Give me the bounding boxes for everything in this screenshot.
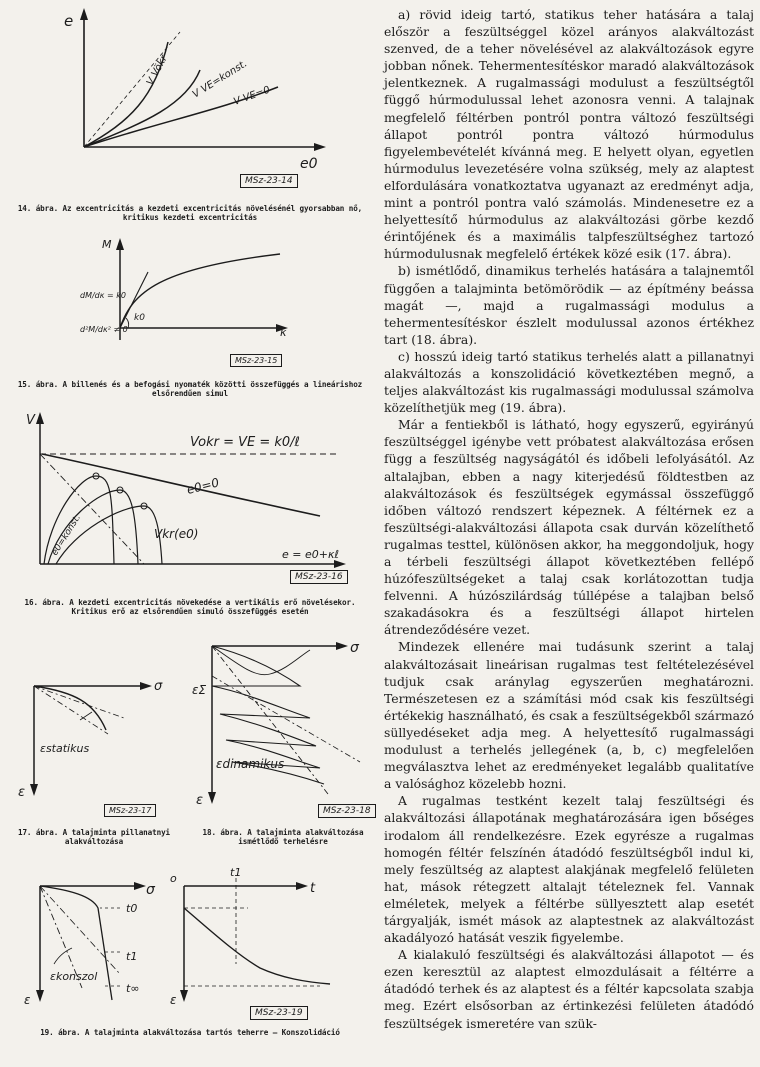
paragraph-7: A kialakuló feszültségi és alakváltozási állapotot — és ezen keresztül az alaptest elmozdulásait a féltérre a átadódó terhek és az alaptest és a féltér kapcsolata szabja meg. Ezért elsősorban az értinkezési felületen átadódó feszültségek ismeretére van szük- — [384, 947, 754, 1031]
fig18-edinamikus-label: εdinamikus — [216, 757, 285, 771]
fig15-deriv2-label: d²M/dκ² ≠ 0 — [80, 325, 128, 334]
fig14-curve1-label: V Vökr — [144, 53, 170, 88]
fig19-ekonszol-label: εkonszol — [50, 970, 98, 983]
fig18-eps-label: ε — [196, 793, 204, 808]
figure-18-caption: 18. ábra. A talajminta alakváltozása ismétlődő terhelésre — [202, 828, 364, 846]
fig18-sigma-label: σ — [350, 640, 359, 656]
figure-17-plot — [14, 672, 174, 800]
fig19-origin-label: o — [170, 872, 177, 885]
fig19-sigma-label: σ — [146, 882, 155, 898]
figure-15-stamp: MSz-23-15 — [230, 354, 282, 367]
figure-19-plot — [20, 864, 360, 1014]
figure-14-plot — [60, 2, 340, 197]
fig17-estatikus-label: εstatikus — [40, 742, 90, 755]
figure-18-plot — [190, 636, 380, 808]
fig16-e0-zero-label: e0=0 — [185, 475, 221, 497]
figure-14-stamp: MSz-23-14 — [240, 174, 298, 188]
fig15-deriv1-label: dM/dκ = k0 — [80, 291, 126, 300]
fig19-eps-right-label: ε — [170, 993, 177, 1007]
fig16-vkr-label: Vkr(e0) — [154, 527, 199, 541]
figure-16-plot — [20, 406, 360, 586]
fig16-e0-konst-label: e0=konst. — [50, 513, 84, 558]
paragraph-6: A rugalmas testként kezelt talaj feszültségi és alakváltozási állapotának meghatározására igen bőséges irodalom áll rendelkezésre. Ezek egyrésze a rugalmas homogén féltér felszínén átadódó feszültségből indul ki, mely feszültség az alaptest alakjának megfelelő felületen hat, mások rétegzett altalajt tételeznek fel. Vannak elméletek, melyek a féltérbe süllyesztett alap esetét tárgyalják, ismét mások az alaptestnek az alakváltozást akadályozó hatását veszik figyelembe. — [384, 793, 754, 946]
figure-14-caption: 14. ábra. Az excentricitás a kezdeti excentricitás növelésénél gyorsabban nő, kritikus kezdeti excentricitás — [17, 204, 363, 222]
fig14-curve2-label: V VE=konst. — [190, 58, 250, 101]
fig19-eps-left-label: ε — [24, 993, 31, 1007]
fig14-curve3-label: V VE=0 — [232, 84, 272, 108]
fig19-tinf-label: t∞ — [126, 982, 140, 995]
fig19-t1-top-label: t1 — [230, 866, 242, 879]
text-column — [384, 6, 754, 1032]
paragraph-4: Már a fentiekből is látható, hogy egyszerű, egyirányú feszültséggel igénybe vett próbatest alakváltozása erősen függ a feszültség nagyságától és időbeli lefolyásától. Az altalajban, ebben a nagy kiterjedésű földtestben az alakváltozások és feszültségek egymással összefüggő időben változó rendszert képeznek. A féltérnek ez a feszültségi-alakváltozási állapota csak durván közelíthető rugalmas testtel, különösen akkor, ha meggondoljuk, hogy a térbeli feszültségi állapot következtében fellépő húzófeszültségeket a talaj csak korlátozottan tudja felvenni. A húzószilárdság túllépése a talajban belső szakadásokra és a feszültségi állapot hirtelen átrendeződésére vezet. — [384, 417, 754, 638]
figure-19-caption: 19. ábra. A talajminta alakváltozása tartós teherre — Konszolidáció — [40, 1028, 340, 1037]
fig18-esum-label: εΣ — [192, 683, 207, 697]
fig17-sigma-label: σ — [154, 679, 163, 694]
figure-16-caption: 16. ábra. A kezdeti excentricitás növekedése a vertikális erő növelésekor. Kritikus erő az elsőrendűen simuló összefüggés esetén — [24, 598, 356, 616]
fig16-x-label: e = e0+κℓ — [282, 548, 339, 561]
paragraph-c: c) hosszú ideig tartó statikus terhelés alatt a pillanatnyi alakváltozás a konszolidáció következtében megnő, a teljes alakváltozást kis rugalmassági modulussal számolva közelíthetjük meg (19. ábra). — [384, 348, 754, 416]
fig19-t-label: t — [310, 881, 316, 896]
fig14-y-label: e — [64, 12, 74, 30]
figure-15-plot — [80, 232, 320, 370]
fig16-y-label: V — [26, 413, 35, 428]
fig14-x-label: e0 — [300, 156, 318, 172]
fig15-y-label: M — [102, 238, 112, 251]
figure-17-caption: 17. ábra. A talajminta pillanatnyi alakváltozása — [17, 828, 171, 846]
figure-17-stamp: MSz-23-17 — [104, 804, 156, 817]
fig16-eq-label: Vokr = VE = k0/ℓ — [190, 435, 300, 450]
fig19-t0-label: t0 — [126, 902, 138, 915]
paragraph-a: a) rövid ideig tartó, statikus teher hatására a talaj először a feszültséggel közel arányos alakváltozást szenved, de a teher növelésével az alakváltozások egyre jobban nőnek. Tehermentesítéskor maradó alakváltozások jelentkeznek. A rugalmassági modulust a feszültségtől függő húrmodulussal lehet azonosra venni. A talajnak megfelelő féltérben pontról pontra változó feszültségi állapot pontról pontra változó húrmodulus figyelembevételét kívánná meg. E helyett olyan, egyetlen húrmodulus levezetésére volna szükség, mely az alaptest elfordulására vonatkoztatva ugyanazt az eredményt adja, mint a pontról pontra való számolás. Mindenesetre ez a helyettesítő húrmodulus az alakváltozási görbe kezdő érintőjének és a maximális talpfeszültséghez tartozó húrmodulusnak megfelelő értékek közé esik (17. ábra). — [384, 7, 754, 262]
figure-18-stamp: MSz-23-18 — [318, 804, 376, 818]
fig15-k0-label: k0 — [134, 313, 145, 323]
paragraph-b: b) ismétlődő, dinamikus terhelés hatására a talajnemtől függően a talajminta betömörödik — az építmény beássa magát —, majd a rugalmassági modulus a tehermentesítéskor észlelt modulussal azonos értékhez tart (18. ábra). — [384, 263, 754, 347]
fig17-eps-label: ε — [18, 785, 26, 800]
figure-15-caption: 15. ábra. A billenés és a befogási nyomaték közötti összefüggés a lineárishoz elsőrendűen simul — [17, 380, 363, 398]
fig19-t1-label: t1 — [126, 950, 138, 963]
paragraph-5: Mindezek ellenére mai tudásunk szerint a talaj alakváltozásait lineárisan rugalmas test feltételezésével tudjuk csak aránylag egyszerűen meghatározni. Természetesen ez a számítási mód csak kis feszültségi értékekig használható, és csak a feszültségekből származó süllyedéseket adja meg. A helyettesítő rugalmassági modulust a terhelés jellegének (a, b, c) megfelelően megválasztva lehet az eredményeket legalább qualitatíve a valósághoz közelebb hozni. — [384, 639, 754, 792]
figure-16-stamp: MSz-23-16 — [290, 570, 348, 584]
figure-19-stamp: MSz-23-19 — [250, 1006, 308, 1020]
fig15-x-label: κ — [280, 326, 287, 339]
